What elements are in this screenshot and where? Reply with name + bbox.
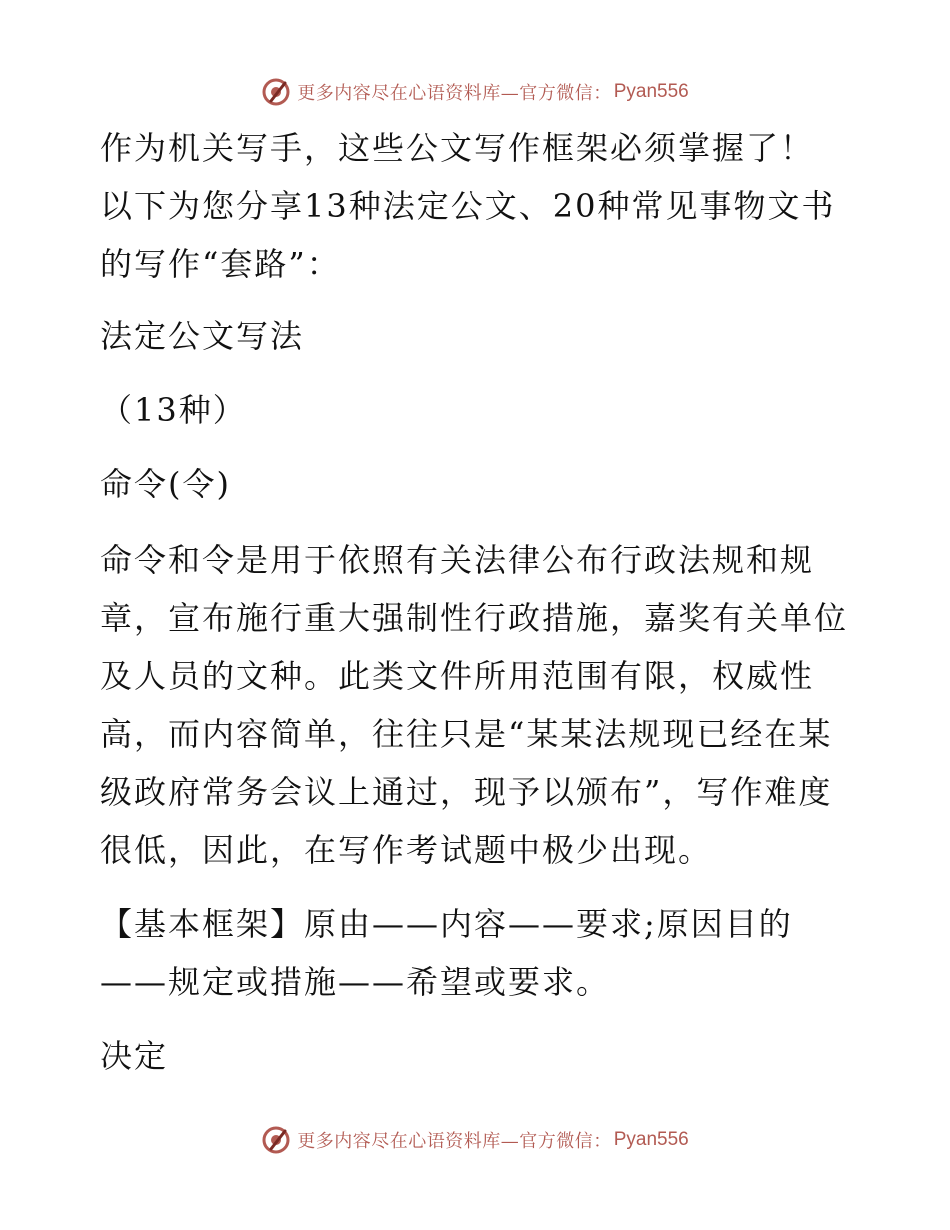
framework-line: ——规定或措施——希望或要求。 [100, 963, 611, 1001]
watermark-text: 更多内容尽在心语资料库—官方微信： [297, 1131, 612, 1152]
paragraph-line: 级政府常务会议上通过，现予以颁布”，写作难度 [100, 773, 833, 811]
subsection-heading: 决定 [100, 1037, 169, 1075]
paragraph-line: 命令和令是用于依照有关法律公布行政法规和规 [100, 541, 815, 579]
intro-line: 以下为您分享13种法定公文、20种常见事物文书 [100, 187, 836, 225]
seal-logo-icon [261, 77, 291, 107]
framework-line: 【基本框架】原由——内容——要求;原因目的 [100, 905, 793, 943]
paragraph-line: 章，宣布施行重大强制性行政措施，嘉奖有关单位 [100, 599, 849, 637]
section-heading: 法定公文写法 [100, 317, 305, 355]
paragraph-line: 高，而内容简单，往往只是“某某法规现已经在某 [100, 715, 833, 753]
header-watermark [0, 72, 950, 112]
paragraph-line: 及人员的文种。此类文件所用范围有限，权威性 [100, 657, 815, 695]
footer-watermark [0, 1120, 950, 1160]
paragraph-line: 很低，因此，在写作考试题中极少出现。 [100, 831, 713, 869]
intro-line: 的写作“套路”： [100, 245, 341, 283]
watermark-text: 更多内容尽在心语资料库—官方微信： [297, 83, 612, 104]
watermark-handle: Pyan556 [613, 1129, 689, 1150]
seal-logo-icon [261, 1125, 291, 1155]
document-title: 作为机关写手，这些公文写作框架必须掌握了！ [100, 129, 815, 167]
subsection-heading: 命令(令) [100, 465, 231, 503]
section-subheading: （13种） [100, 391, 247, 429]
watermark-handle: Pyan556 [613, 81, 689, 102]
